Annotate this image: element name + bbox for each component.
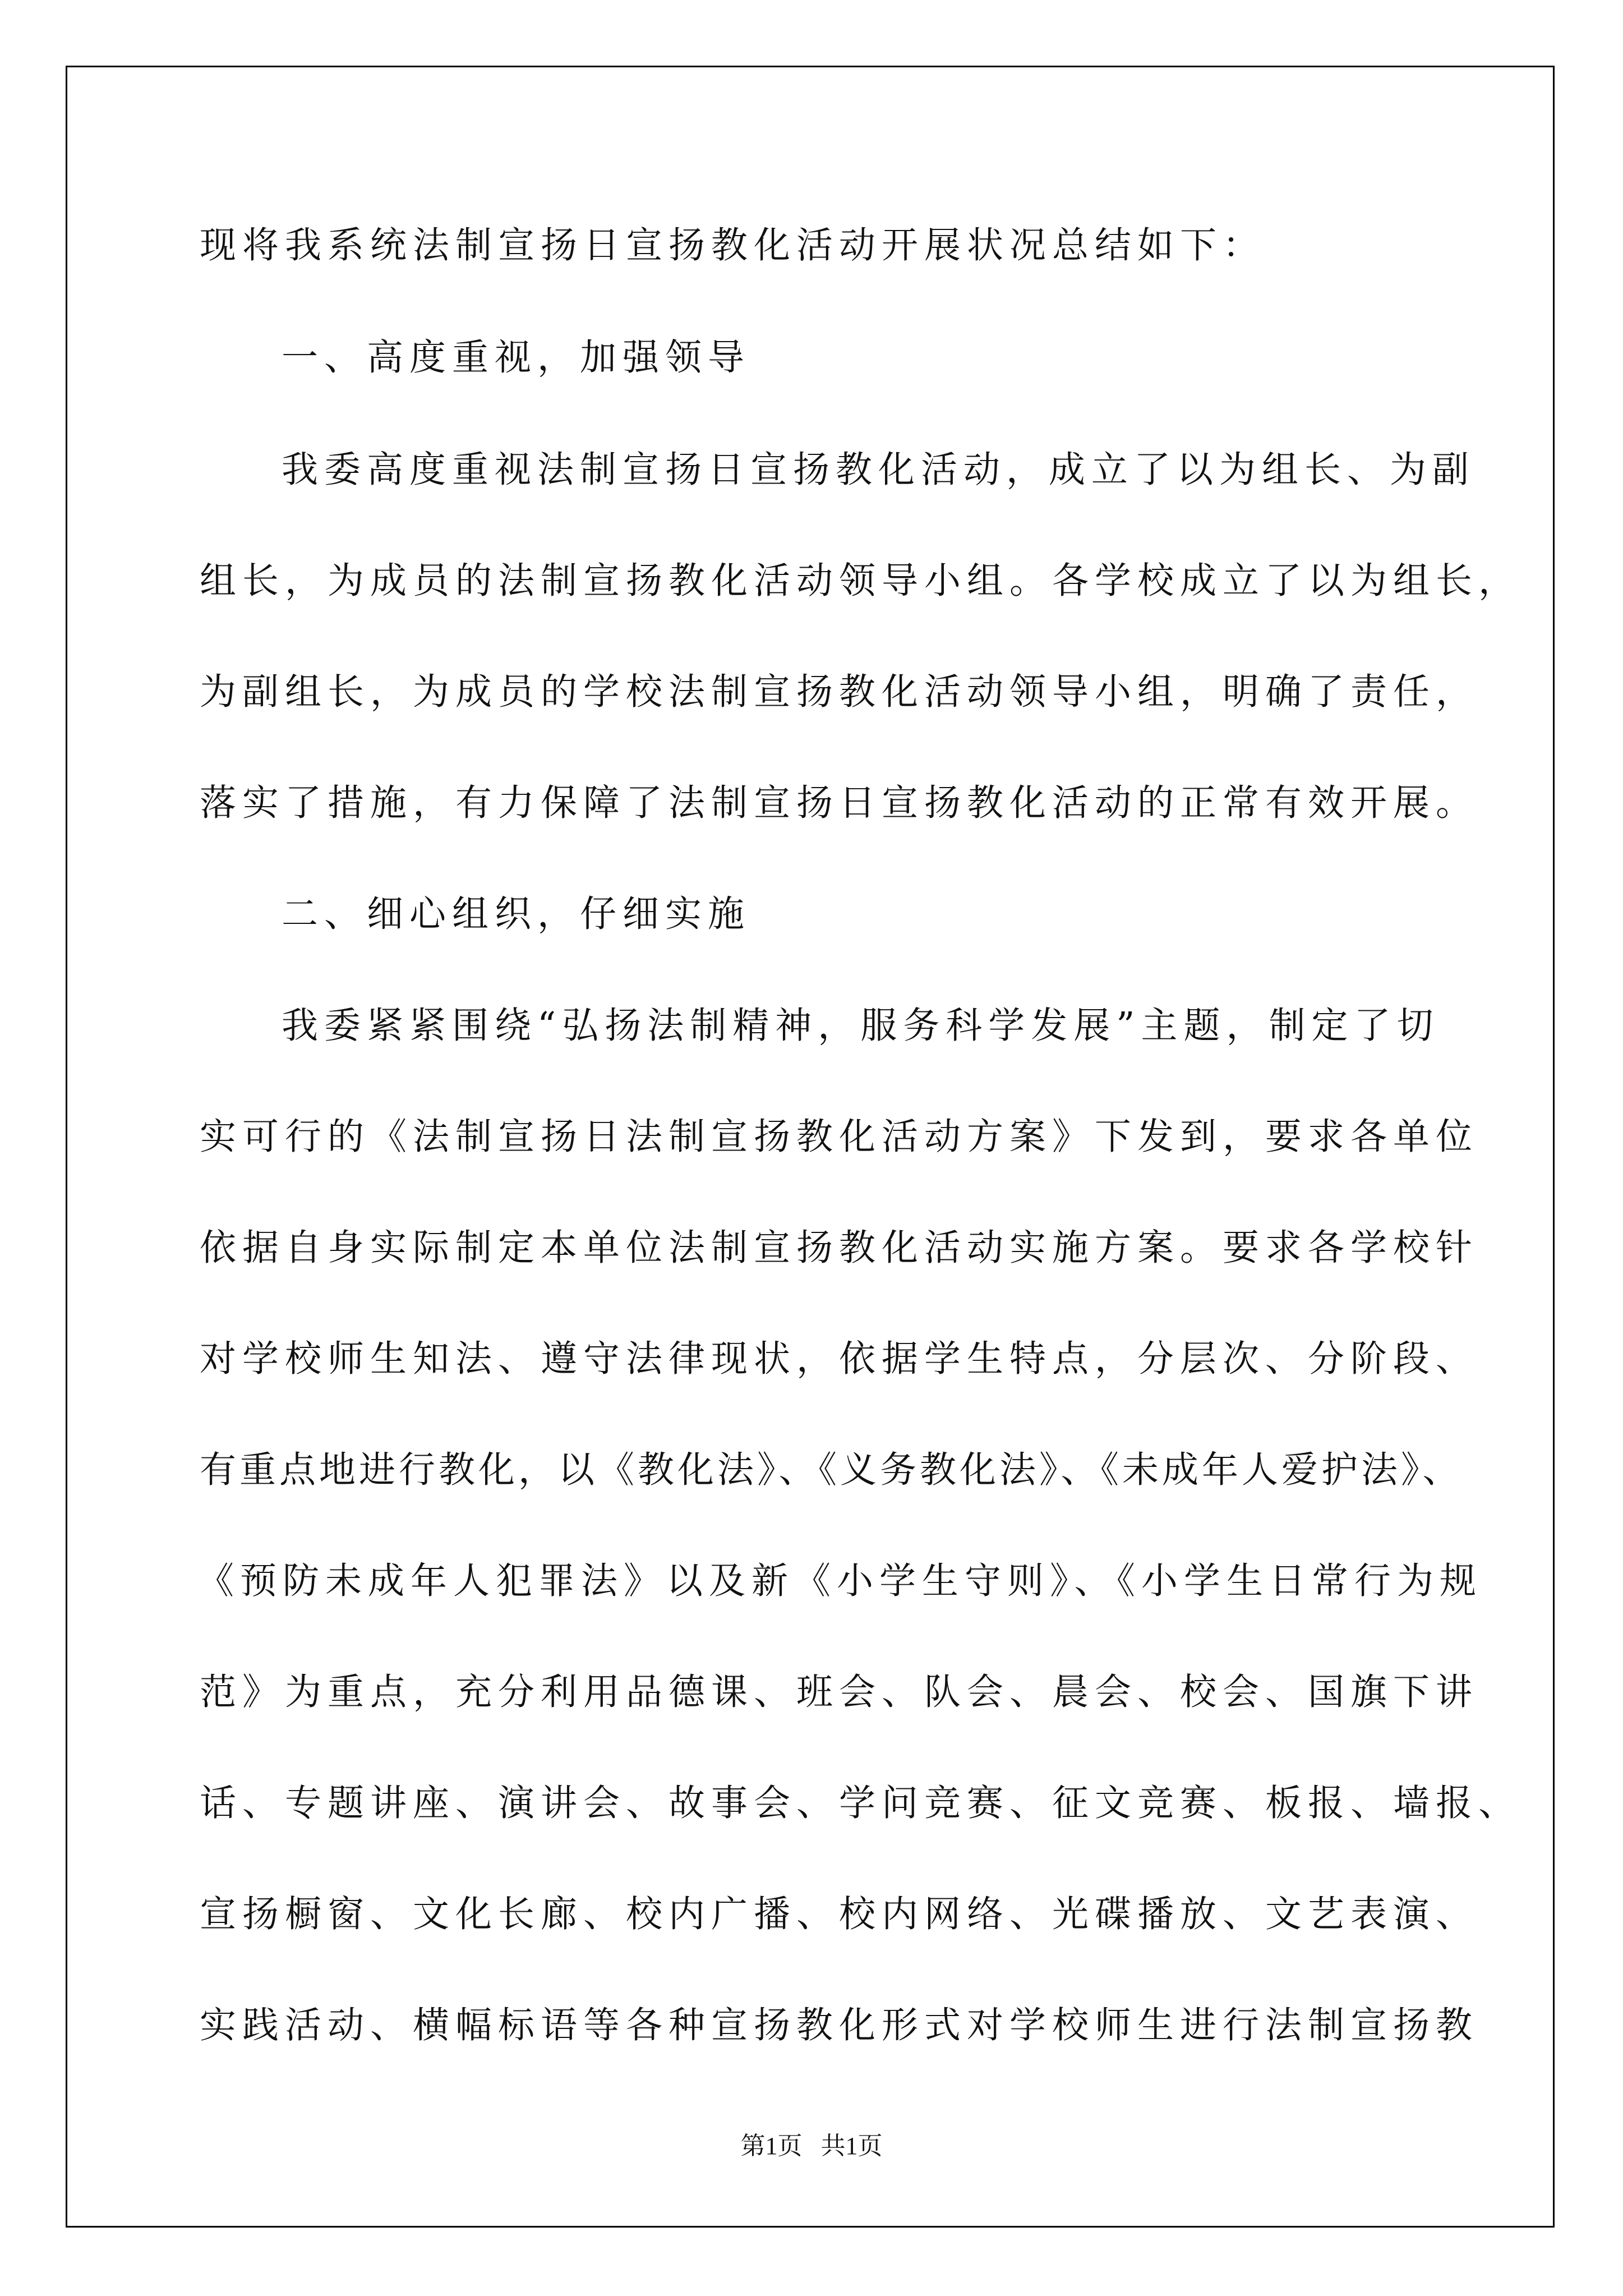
paragraph-line: 宣扬橱窗、文化长廊、校内广播、校内网络、光碟播放、文艺表演、 xyxy=(200,1893,1479,1935)
page-footer: 第1页 共1页 xyxy=(740,2132,883,2160)
paragraph-line: 为副组长，为成员的学校法制宣扬教化活动领导小组，明确了责任， xyxy=(200,671,1479,713)
paragraph-line: 话、专题讲座、演讲会、故事会、学问竞赛、征文竞赛、板报、墙报、 xyxy=(200,1782,1521,1824)
paragraph-line: 我委高度重视法制宣扬日宣扬教化活动，成立了以为组长、为副 xyxy=(282,449,1476,491)
paragraph-line: 现将我系统法制宣扬日宣扬教化活动开展状况总结如下： xyxy=(200,224,1266,266)
paragraph-line: 实践活动、横幅标语等各种宣扬教化形式对学校师生进行法制宣扬教 xyxy=(200,2004,1479,2046)
paragraph-line: 落实了措施，有力保障了法制宣扬日宣扬教化活动的正常有效开展。 xyxy=(200,782,1479,824)
paragraph-line: 依据自身实际制定本单位法制宣扬教化活动实施方案。要求各学校针 xyxy=(200,1227,1479,1269)
paragraph-line: 组长，为成员的法制宣扬教化活动领导小组。各学校成立了以为组长， xyxy=(200,560,1521,602)
paragraph-line: 有重点地进行教化，以《教化法》、《义务教化法》、《未成年人爱护法》、 xyxy=(200,1449,1463,1491)
section-heading: 一、高度重视，加强领导 xyxy=(282,337,751,379)
paragraph-line: 对学校师生知法、遵守法律现状，依据学生特点，分层次、分阶段、 xyxy=(200,1338,1479,1380)
paragraph-line: 我委紧紧围绕“弘扬法制精神，服务科学发展”主题，制定了切 xyxy=(282,1005,1440,1047)
paragraph-line: 《预防未成年人犯罪法》以及新《小学生守则》、《小学生日常行为规 xyxy=(197,1560,1483,1602)
paragraph-line: 范》为重点，充分利用品德课、班会、队会、晨会、校会、国旗下讲 xyxy=(200,1671,1479,1713)
paragraph-line: 实可行的《法制宣扬日法制宣扬教化活动方案》下发到，要求各单位 xyxy=(200,1116,1479,1158)
section-heading: 二、细心组织，仔细实施 xyxy=(282,893,751,935)
